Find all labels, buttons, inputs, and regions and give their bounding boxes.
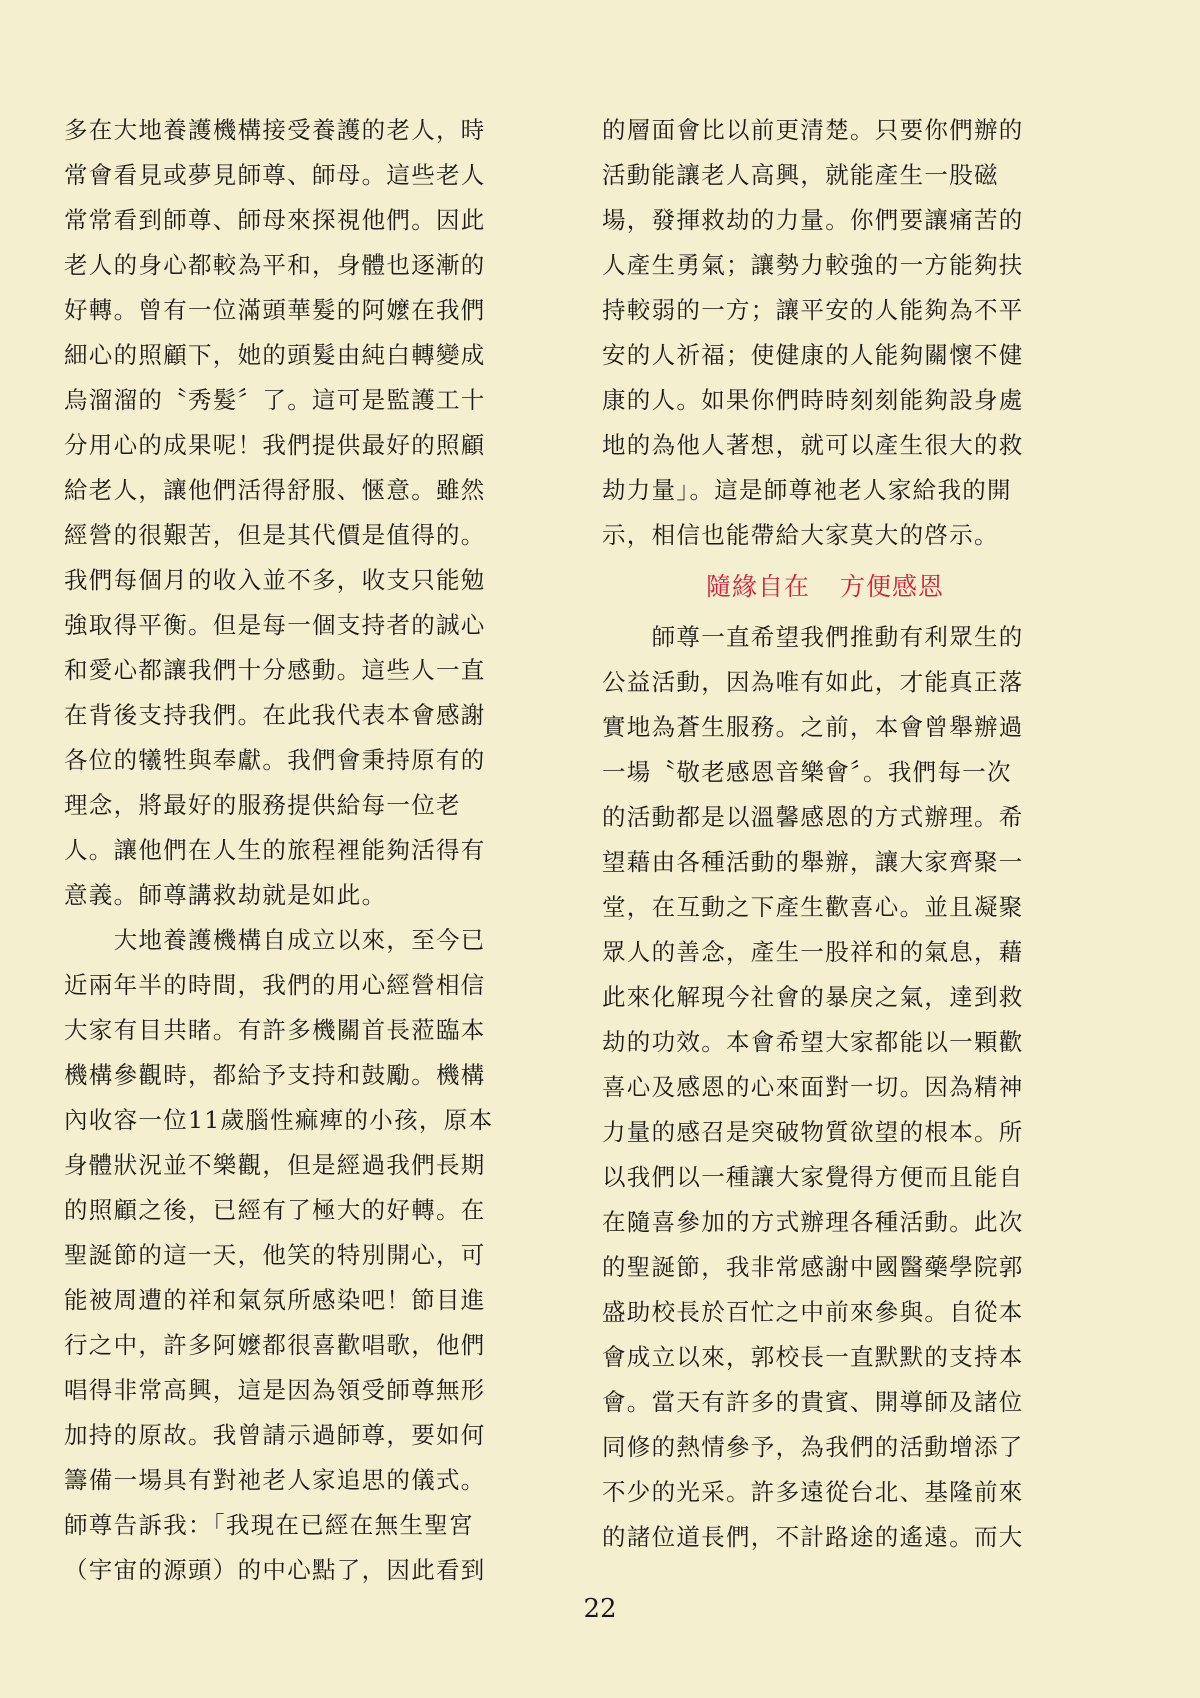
text-line: 的層面會比以前更清楚。只要你們辦的 (602, 116, 1024, 144)
text-line: 實地為蒼生服務。之前，本會曾舉辦過 (602, 713, 1024, 741)
text-line: 常會看見或夢見師尊、師母。這些老人 (64, 161, 486, 189)
left-column (64, 108, 550, 1593)
text-line: 內收容一位11歲腦性痲痺的小孩，原本 (64, 1106, 494, 1134)
text-line: 籌備一場具有對祂老人家追思的儀式。 (64, 1466, 486, 1494)
text-line: 能被周遭的祥和氣氛所感染吧！節目進 (64, 1286, 486, 1314)
text-line: 劫力量」。這是師尊祂老人家給我的開 (602, 476, 1012, 504)
text-line: 分用心的成果呢！我們提供最好的照顧 (64, 431, 486, 459)
text-line: 在背後支持我們。在此我代表本會感謝 (64, 701, 486, 729)
text-line: 力量的感召是突破物質欲望的根本。所 (602, 1118, 1024, 1146)
text-line: 的聖誕節，我非常感謝中國醫藥學院郭 (602, 1253, 1024, 1281)
text-line: 給老人，讓他們活得舒服、愜意。雖然 (64, 476, 486, 504)
text-line: 意義。師尊講救劫就是如此。 (64, 881, 387, 909)
text-line: 強取得平衡。但是每一個支持者的誠心 (64, 611, 486, 639)
text-line: 堂，在互動之下產生歡喜心。並且凝聚 (602, 893, 1024, 921)
text-line: （宇宙的源頭）的中心點了，因此看到 (64, 1556, 486, 1584)
text-line: 各位的犧牲與奉獻。我們會秉持原有的 (64, 746, 486, 774)
right-column (602, 108, 1088, 1560)
text-line: 理念，將最好的服務提供給每一位老 (64, 791, 461, 819)
text-line: 場，發揮救劫的力量。你們要讓痛苦的 (602, 206, 1024, 234)
text-line: 細心的照顧下，她的頭髮由純白轉變成 (64, 341, 486, 369)
text-line: 公益活動，因為唯有如此，才能真正落 (602, 668, 1024, 696)
text-line: 大家有目共睹。有許多機關首長蒞臨本 (64, 1016, 486, 1044)
text-line: 劫的功效。本會希望大家都能以一顆歡 (602, 1028, 1024, 1056)
text-line: 機構參觀時，都給予支持和鼓勵。機構 (64, 1061, 486, 1089)
text-line: 唱得非常高興，這是因為領受師尊無形 (64, 1376, 486, 1404)
text-line: 安的人祈福；使健康的人能夠關懷不健 (602, 341, 1024, 369)
section-heading-part-1: 隨緣自在 (706, 572, 811, 601)
text-line: 行之中，許多阿嬤都很喜歡唱歌，他們 (64, 1331, 486, 1359)
text-line: 聖誕節的這一天，他笑的特別開心，可 (64, 1241, 486, 1269)
text-line: 和愛心都讓我們十分感動。這些人一直 (64, 656, 486, 684)
text-line: 在隨喜參加的方式辦理各種活動。此次 (602, 1208, 1024, 1236)
text-line: 喜心及感恩的心來面對一切。因為精神 (602, 1073, 1024, 1101)
text-line: 一場〝敬老感恩音樂會〞。我們每一次 (602, 758, 1012, 786)
text-line: 加持的原故。我曾請示過師尊，要如何 (64, 1421, 486, 1449)
text-line: 此來化解現今社會的暴戾之氣，達到救 (602, 983, 1024, 1011)
text-line: 的諸位道長們，不計路途的遙遠。而大 (602, 1523, 1024, 1551)
text-line: 會。當天有許多的貴賓、開導師及諸位 (602, 1388, 1024, 1416)
text-line: 人產生勇氣；讓勢力較強的一方能夠扶 (602, 251, 1024, 279)
text-line: 會成立以來，郭校長一直默默的支持本 (602, 1343, 1024, 1371)
text-line: 經營的很艱苦，但是其代價是值得的。 (64, 521, 486, 549)
right-column-bottom (602, 615, 1088, 1560)
text-line: 地的為他人著想，就可以產生很大的救 (602, 431, 1024, 459)
text-line: 望藉由各種活動的舉辦，讓大家齊聚一 (602, 848, 1024, 876)
text-line: 師尊一直希望我們推動有利眾生的 (602, 623, 1024, 651)
text-line: 不少的光采。許多遠從台北、基隆前來 (602, 1478, 1024, 1506)
text-line: 眾人的善念，產生一股祥和的氣息，藉 (602, 938, 1024, 966)
text-line: 多在大地養護機構接受養護的老人，時 (64, 116, 486, 144)
page-number: 22 (583, 1594, 617, 1624)
right-column-top (602, 108, 1088, 558)
text-line: 好轉。曾有一位滿頭華髮的阿嬤在我們 (64, 296, 486, 324)
text-line: 的照顧之後，已經有了極大的好轉。在 (64, 1196, 486, 1224)
text-line: 活動能讓老人高興，就能產生一股磁 (602, 161, 999, 189)
section-heading-part-2: 方便感恩 (840, 572, 945, 601)
text-line: 康的人。如果你們時時刻刻能夠設身處 (602, 386, 1024, 414)
section-heading (602, 558, 1088, 615)
text-line: 盛助校長於百忙之中前來參與。自從本 (602, 1298, 1024, 1326)
text-line: 示，相信也能帶給大家莫大的啓示。 (602, 521, 999, 549)
text-line: 以我們以一種讓大家覺得方便而且能自 (602, 1163, 1024, 1191)
text-line: 大地養護機構自成立以來，至今已 (64, 926, 486, 954)
text-line: 近兩年半的時間，我們的用心經營相信 (64, 971, 486, 999)
text-line: 持較弱的一方；讓平安的人能夠為不平 (602, 296, 1024, 324)
text-line: 身體狀況並不樂觀，但是經過我們長期 (64, 1151, 486, 1179)
text-line: 師尊告訴我：「我現在已經在無生聖宮 (64, 1511, 474, 1539)
text-line: 常常看到師尊、師母來探視他們。因此 (64, 206, 486, 234)
text-line: 烏溜溜的〝秀髮〞了。這可是監護工十 (64, 386, 486, 414)
text-line: 我們每個月的收入並不多，收支只能勉 (64, 566, 486, 594)
text-line: 老人的身心都較為平和，身體也逐漸的 (64, 251, 486, 279)
text-line: 人。讓他們在人生的旅程裡能夠活得有 (64, 836, 486, 864)
text-line: 的活動都是以溫馨感恩的方式辦理。希 (602, 803, 1024, 831)
text-line: 同修的熱情參予，為我們的活動增添了 (602, 1433, 1024, 1461)
